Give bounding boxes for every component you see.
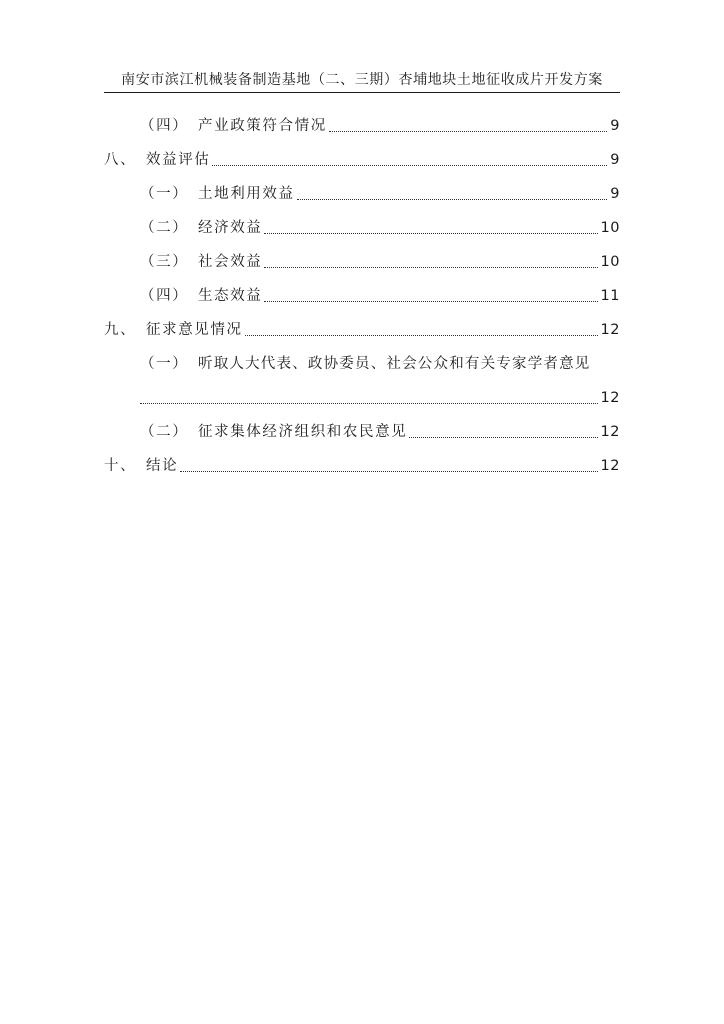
toc-entry-title: 社会效益	[198, 254, 263, 270]
toc-entry-title: 生态效益	[198, 288, 263, 304]
toc-entry-number: （四）	[140, 288, 189, 304]
page-header-title: 南安市滨江机械装备制造基地（二、三期）杏埔地块土地征收成片开发方案	[121, 72, 603, 88]
toc-entry-number: （四）	[140, 118, 189, 134]
toc-dot-leader	[264, 233, 597, 234]
toc-entry[interactable]	[140, 114, 620, 136]
toc-entry[interactable]	[140, 420, 620, 442]
toc-entry-title: 产业政策符合情况	[198, 118, 327, 134]
toc-entry-number: （三）	[140, 254, 189, 270]
toc-dot-leader	[409, 437, 597, 438]
toc-dot-leader	[329, 131, 607, 132]
toc-entry-title: 征求意见情况	[146, 322, 243, 338]
toc-dot-leader	[297, 199, 608, 200]
toc-entry-title: 听取人大代表、政协委员、社会公众和有关专家学者意见	[198, 356, 591, 372]
toc-entry-title: 结论	[146, 458, 179, 474]
toc-entry-page: 9	[610, 152, 620, 168]
toc-entry[interactable]	[104, 148, 620, 170]
toc-entry-continuation[interactable]	[140, 386, 620, 408]
toc-entry[interactable]	[140, 284, 620, 306]
toc-dot-leader	[264, 301, 597, 302]
toc-entry-number: （二）	[140, 220, 189, 236]
toc-entry-page: 12	[600, 390, 620, 406]
toc-entry-number: 九、	[104, 322, 137, 338]
toc-entry-title: 经济效益	[198, 220, 263, 236]
toc-dot-leader	[264, 267, 597, 268]
toc-dot-leader	[140, 403, 598, 404]
toc-entry[interactable]	[140, 352, 620, 374]
toc-entry-title: 土地利用效益	[198, 186, 295, 202]
toc-dot-leader	[180, 471, 597, 472]
toc-entry-page: 9	[610, 186, 620, 202]
toc-entry-page: 12	[600, 424, 620, 440]
toc-entry[interactable]	[140, 250, 620, 272]
toc-entry-page: 11	[600, 288, 620, 304]
toc-dot-leader	[245, 335, 598, 336]
toc-entry-page: 9	[610, 118, 620, 134]
toc-entry-page: 12	[600, 322, 620, 338]
toc-entry[interactable]	[140, 216, 620, 238]
header-rule	[104, 92, 620, 93]
toc-entry[interactable]	[104, 318, 620, 340]
toc-entry-page: 10	[600, 254, 620, 270]
toc-entry-number: （一）	[140, 186, 189, 202]
toc-dot-leader	[212, 165, 607, 166]
toc-entry-number: 十、	[104, 458, 137, 474]
toc-entry[interactable]	[140, 182, 620, 204]
toc-entry-number: 八、	[104, 152, 137, 168]
toc-entry-page: 12	[600, 458, 620, 474]
toc-entry[interactable]	[104, 454, 620, 476]
toc-entry-number: （一）	[140, 356, 189, 372]
toc-entry-title: 效益评估	[146, 152, 211, 168]
toc-entry-title: 征求集体经济组织和农民意见	[198, 424, 408, 440]
toc-entry-page: 10	[600, 220, 620, 236]
toc-entry-number: （二）	[140, 424, 189, 440]
